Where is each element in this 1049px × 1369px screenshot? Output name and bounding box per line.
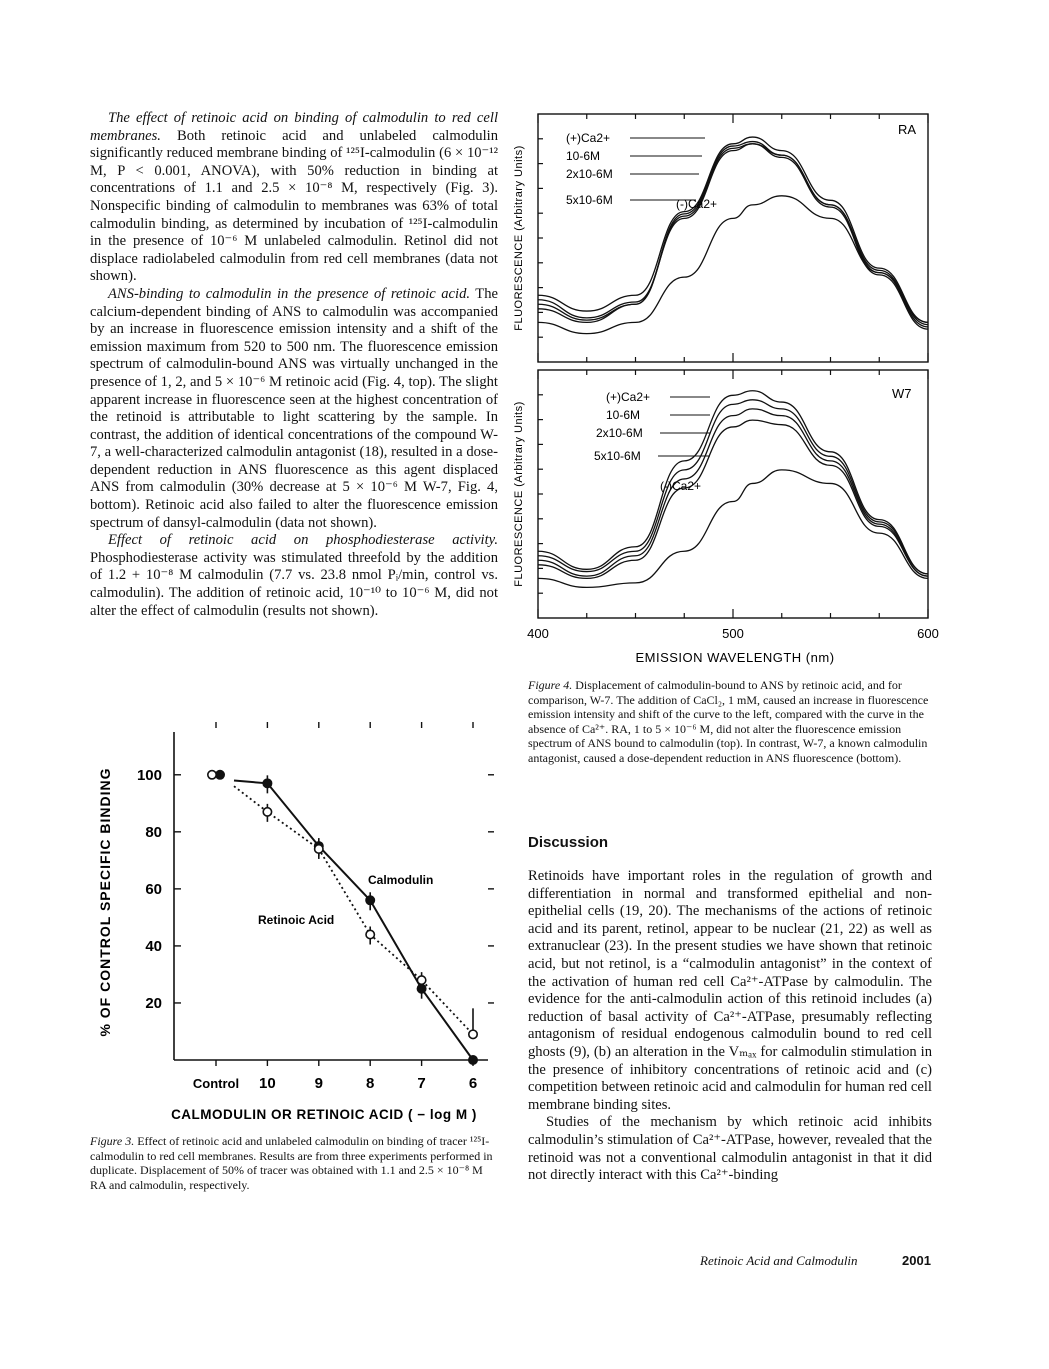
- fig4-legend-label: 2x10-6M: [596, 426, 643, 440]
- caption-text: Displacement of calmodulin-bound to ANS by retinoic acid, and for comparison, W-7. The addition of CaCl₂, 1 mM, caused an increase in fluorescence emission intensity and shift of the curve to the left, compared with the curve in the absence of Ca²⁺. RA, 1 to 5 × 10⁻⁶ M, did not alter the fluorescence emission spectrum of ANS bound to calmodulin (top). In contrast, W-7, a known calmodulin antagonist, caused a dose-dependent reduction in ANS fluorescence (bottom).: [528, 678, 929, 765]
- fig3-xtick-label: Control: [192, 1076, 240, 1091]
- fig3-point-retinoic-acid: [315, 845, 323, 853]
- fig4-legend-label: 5x10-6M: [566, 193, 613, 207]
- discussion-text: [528, 868, 932, 1185]
- fig3-point-calmodulin: [469, 1056, 477, 1064]
- fig3-point-retinoic-acid: [469, 1030, 477, 1038]
- fig3-series-label-retinoic-acid: Retinoic Acid: [258, 913, 335, 927]
- fig4-legend-label: (+)Ca2+: [606, 390, 651, 404]
- figure-4-fluorescence-chart: [500, 108, 940, 668]
- fig4-legend-label: (-)Ca2+: [676, 197, 718, 211]
- fig4-legend-label: 10-6M: [606, 408, 641, 422]
- fig4-bottom-ylabel: FLUORESCENCE (Arbitrary Units): [513, 401, 525, 587]
- paragraph-body: The calcium-dependent binding of ANS to calmodulin was accompanied by an increase in fluorescence emission intensity and a shift of the emission maximum from 520 to 500 nm. The fluorescence emission spectrum of calmodulin-bound ANS was virtually unchanged in the presence of 1, 2, and 5 × 10⁻⁶ M retinoic acid (Fig. 4, top). The slight apparent increase in fluorescence seen at the highest concentration of the retinoid is attributable to light scattering by the sample. In contrast, the addition of identical concentrations of the compound W-7, a well-characterized calmodulin antagonist (18), resulted in a dose-dependent reduction in ANS fluorescence as this agent displaced ANS from calmodulin (30% decrease at 5 × 10⁻⁶ M W-7, Fig. 4, bottom). Retinoic acid also failed to alter the fluorescence emission spectrum of dansyl-calmodulin (data not shown).: [90, 285, 498, 531]
- discussion-paragraph-2: Studies of the mechanism by which retinoic acid inhibits calmodulin’s stimulation of Ca²⁺-ATPase, however, revealed that the retinoid was not a conventional calmodulin antagonist in that it did not directly interact with this Ca²⁺-binding: [528, 1114, 932, 1184]
- page-number: 2001: [902, 1253, 931, 1268]
- fig3-xtick-label: 7: [417, 1075, 426, 1092]
- paragraph-lead: ANS-binding to calmodulin in the presence of retinoic acid.: [108, 285, 471, 302]
- fig4-curve-w7-3: [538, 420, 928, 578]
- fig3-point-retinoic-acid: [263, 808, 271, 816]
- caption-label: Figure 4.: [528, 678, 573, 692]
- paragraph-lead: The effect of retinoic acid on binding of calmodulin to red cell membranes.: [90, 110, 498, 144]
- fig4-curve-ra-3: [538, 137, 928, 322]
- fig4-legend-label: (+)Ca2+: [566, 131, 611, 145]
- discussion-heading: Discussion: [528, 834, 609, 851]
- discussion-paragraph-1: Retinoids have important roles in the regulation of growth and differentiation in normal and transformed epithelial and non-epithelial cells (19, 20). The mechanisms of the actions of retinoic acid and its parent, retinol, appear to be nuclear (21, 22) as well as extranuclear (23). In the present studies we have shown that retinoic acid, but not retinol, is a “calmodulin antagonist” in the context of the activation of human red cell Ca²⁺-ATPase by calmodulin. The evidence for the anti-calmodulin action of this retinoid includes (a) reduction of basal activity of Ca²⁺-ATPase, presumably reflecting antagonism of residual endogenous calmodulin bound to red cell ghosts (9), (b) an alteration in the Vₘₐₓ for calmodulin stimulation in the presence of inhibitory concentrations of retinoic acid and (c) competition between retinoic acid and calmodulin for human red cell membrane binding sites.: [528, 868, 932, 1113]
- fig4-xtick-label: 500: [722, 626, 744, 641]
- fig4-top-panel-label: RA: [898, 122, 917, 137]
- fig3-xtick-label: 8: [366, 1075, 375, 1092]
- running-title: Retinoic Acid and Calmodulin: [700, 1253, 858, 1268]
- fig3-point-calmodulin: [263, 779, 271, 787]
- fig3-ylabel: % OF CONTROL SPECIFIC BINDING: [97, 767, 113, 1037]
- fig3-point-calmodulin: [216, 771, 224, 779]
- fig4-legend-label: 10-6M: [566, 149, 601, 163]
- fig3-point-retinoic-acid: [366, 930, 374, 938]
- fig4-xlabel: EMISSION WAVELENGTH (nm): [635, 650, 835, 665]
- fig3-line-retinoic-acid: [234, 786, 473, 1034]
- fig3-axes: [174, 732, 488, 1060]
- fig3-ytick-label: 100: [136, 766, 162, 784]
- fig3-ytick-label: 80: [145, 823, 162, 841]
- fig4-curve-w7-0: [538, 391, 928, 574]
- fig3-ytick-label: 20: [145, 994, 162, 1012]
- figure-4-caption: [528, 678, 938, 766]
- paragraph-ra-binding: [90, 110, 498, 286]
- fig3-ytick-label: 40: [145, 937, 162, 955]
- caption-label: Figure 3.: [90, 1134, 135, 1148]
- fig4-legend-label: 2x10-6M: [566, 167, 613, 181]
- fig3-series-label-calmodulin: Calmodulin: [368, 873, 434, 887]
- fig4-bottom-panel-label: W7: [892, 386, 912, 401]
- paragraph-body: Both retinoic acid and unlabeled calmodulin significantly reduced membrane binding of ¹²⁵I-calmodulin (6 × 10⁻¹² M, P < 0.001, ANOVA), with 50% reduction in binding at concentrations of 1.1 and 2.5 × 10⁻⁸ M, respectively (Fig. 3). Nonspecific binding of calmodulin to membranes was 63% of total calmodulin binding, as determined by incubation of ¹²⁵I-calmodulin in the presence of 10⁻⁶ M unlabeled calmodulin. Retinol did not displace radiolabeled calmodulin from red cell membranes (data not shown).: [90, 127, 498, 285]
- left-column: [90, 110, 498, 620]
- paragraph-body: Phosphodiesterase activity was stimulated threefold by the addition of 1.2 + 10⁻⁸ M calmodulin (7.7 vs. 23.8 nmol Pᵢ/min, control vs. calmodulin). The addition of retinoic acid, 10⁻¹⁰ to 10⁻⁶ M, did not alter the effect of calmodulin (results not shown).: [90, 549, 498, 619]
- fig4-legend-label: (-)Ca2+: [660, 479, 702, 493]
- fig3-xtick-label: 6: [468, 1075, 478, 1092]
- fig3-point-retinoic-acid: [417, 976, 425, 984]
- paragraph-lead: Effect of retinoic acid on phosphodiesterase activity.: [108, 532, 498, 549]
- figure-3-caption: [90, 1134, 500, 1192]
- fig4-top-ylabel: FLUORESCENCE (Arbitrary Units): [513, 145, 525, 331]
- fig4-frames: [538, 114, 928, 618]
- fig3-xlabel: CALMODULIN OR RETINOIC ACID ( − log M ): [171, 1107, 477, 1122]
- fig4-xtick-label: 400: [527, 626, 549, 641]
- figure-3-binding-chart: [88, 712, 508, 1130]
- paragraph-ans-binding: [90, 286, 498, 532]
- fig4-legend-label: 5x10-6M: [594, 449, 641, 463]
- fig4-xtick-label: 600: [917, 626, 939, 641]
- fig4-curve-ra-4: [538, 196, 928, 334]
- fig3-xtick-label: 9: [314, 1075, 323, 1092]
- fig3-ytick-label: 60: [145, 880, 162, 898]
- fig3-xtick-label: 10: [259, 1075, 276, 1092]
- caption-text: Effect of retinoic acid and unlabeled calmodulin on binding of tracer ¹²⁵I-calmodulin to red cell membranes. Results are from three experiments performed in duplicate. Displacement of 50% of tracer was obtained with 1.1 and 2.5 × 10⁻⁸ M RA and calmodulin, respectively.: [90, 1134, 493, 1192]
- fig3-point-calmodulin: [366, 896, 374, 904]
- fig3-point-retinoic-acid: [208, 771, 216, 779]
- paragraph-phosphodiesterase: [90, 532, 498, 620]
